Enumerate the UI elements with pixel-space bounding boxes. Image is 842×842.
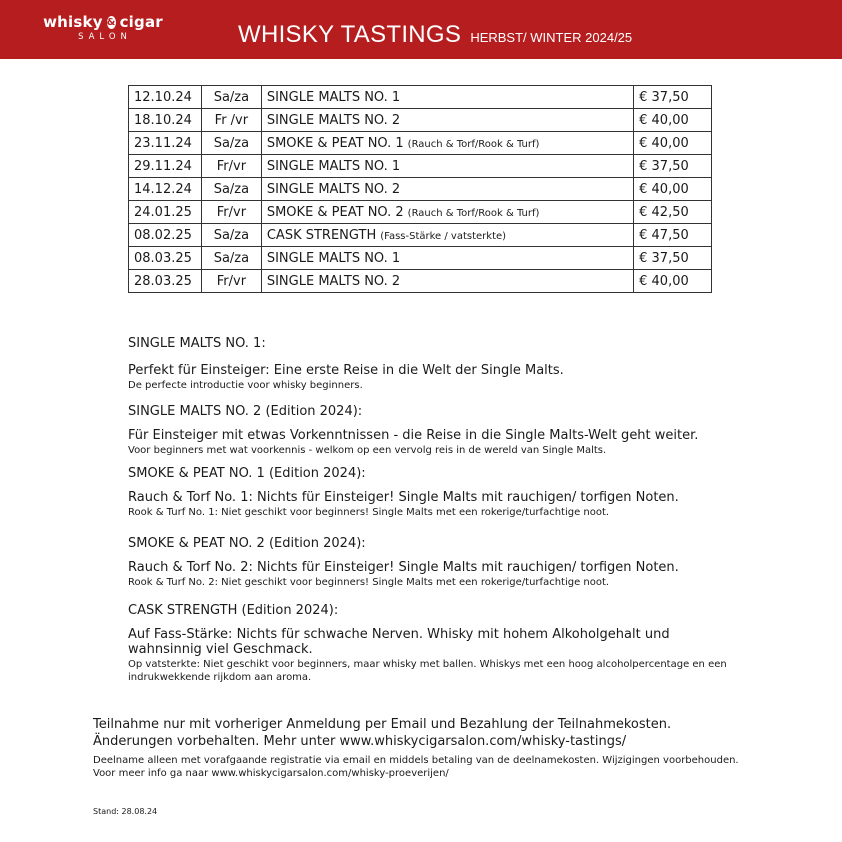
tasting-name-cell (261, 155, 633, 178)
tasting-date: 08.03.25 (129, 247, 202, 270)
description-dutch: Rook & Turf No. 2: Niet geschikt voor beginners! Single Malts met een rokerige/turfachtige noot. (128, 577, 610, 588)
tasting-price: € 47,50 (634, 224, 712, 247)
header-banner (0, 0, 842, 59)
tasting-date: 29.11.24 (129, 155, 202, 178)
tasting-name: SINGLE MALTS NO. 1 (266, 89, 401, 105)
tasting-weekday: Fr/vr (201, 155, 261, 178)
tasting-price: € 37,50 (634, 247, 712, 270)
tasting-name-cell (261, 86, 633, 109)
description-block (128, 466, 728, 519)
tasting-name-cell (261, 109, 633, 132)
table-row (129, 109, 712, 132)
tasting-name: SINGLE MALTS NO. 2 (266, 112, 401, 128)
tasting-weekday: Fr /vr (201, 109, 261, 132)
tasting-name: SINGLE MALTS NO. 2 (266, 273, 401, 289)
tasting-note: (Rauch & Torf/Rook & Turf) (407, 138, 540, 150)
tasting-name: SINGLE MALTS NO. 1 (266, 250, 401, 266)
brand-logo (43, 13, 163, 43)
description-dutch: Rook & Turf No. 1: Niet geschikt voor beginners! Single Malts met een rokerige/turfachtige noot. (128, 507, 610, 518)
description-block (128, 336, 728, 392)
tasting-weekday: Sa/za (201, 132, 261, 155)
description-heading: CASK STRENGTH (Edition 2024): (128, 603, 339, 618)
description-block (128, 603, 728, 684)
description-block (128, 536, 728, 589)
table-row (129, 201, 712, 224)
tasting-schedule-table (128, 85, 712, 293)
tasting-price: € 40,00 (634, 132, 712, 155)
tasting-name: SMOKE & PEAT NO. 1 (266, 135, 404, 151)
tasting-name: CASK STRENGTH (266, 227, 377, 243)
tasting-date: 24.01.25 (129, 201, 202, 224)
logo-salon: SALON (78, 32, 132, 42)
tasting-name-cell (261, 224, 633, 247)
tasting-name-cell (261, 270, 633, 293)
tasting-date: 14.12.24 (129, 178, 202, 201)
description-german: Rauch & Torf No. 2: Nichts für Einsteiger! Single Malts mit rauchigen/ torfigen Noten. (128, 560, 679, 575)
description-heading: SMOKE & PEAT NO. 1 (Edition 2024): (128, 466, 366, 481)
page-title: WHISKY TASTINGS (238, 21, 462, 48)
page-subtitle: HERBST/ WINTER 2024/25 (470, 30, 633, 45)
tasting-name-cell (261, 201, 633, 224)
tasting-price: € 37,50 (634, 155, 712, 178)
tasting-name: SMOKE & PEAT NO. 2 (266, 204, 404, 220)
tasting-name-cell (261, 247, 633, 270)
logo-ampersand: & (106, 17, 116, 28)
title-block (238, 21, 632, 49)
table-row (129, 155, 712, 178)
tasting-date: 12.10.24 (129, 86, 202, 109)
footer-info (93, 716, 753, 780)
description-dutch: Op vatsterkte: Niet geschikt voor beginners, maar whisky met ballen. Whiskys met een hoog alcoholpercentage en een indrukwekkende rijkdom aan aroma. (128, 659, 727, 683)
description-german: Perfekt für Einsteiger: Eine erste Reise in die Welt der Single Malts. (128, 363, 564, 378)
table-row (129, 178, 712, 201)
tasting-name-cell (261, 178, 633, 201)
tasting-date: 28.03.25 (129, 270, 202, 293)
table-row (129, 132, 712, 155)
footer-german: Teilnahme nur mit vorheriger Anmeldung per Email und Bezahlung der Teilnahmekosten. Änderungen vorbehalten. Mehr unter www.whiskycigarsalon.com/whisky-tastings/ (93, 717, 672, 749)
description-german: Für Einsteiger mit etwas Vorkenntnissen - die Reise in die Single Malts-Welt geht weiter. (128, 428, 699, 443)
table-row (129, 86, 712, 109)
tasting-weekday: Sa/za (201, 224, 261, 247)
tasting-weekday: Fr/vr (201, 201, 261, 224)
description-dutch: De perfecte introductie voor whisky beginners. (128, 380, 363, 391)
description-block (128, 404, 728, 457)
tasting-name: SINGLE MALTS NO. 1 (266, 158, 401, 174)
description-dutch: Voor beginners met wat voorkennis - welkom op een vervolg reis in de wereld van Single Malts. (128, 445, 607, 456)
footer-dutch: Deelname alleen met vorafgaande registratie via email en middels betaling van de deelnamekosten. Wijzigingen voorbehouden. Voor meer info ga naar www.whiskycigarsalon.com/whisky-proeverijen/ (93, 755, 739, 779)
description-heading: SINGLE MALTS NO. 2 (Edition 2024): (128, 404, 363, 419)
description-german: Auf Fass-Stärke: Nichts für schwache Nerven. Whisky mit hohem Alkoholgehalt und wahnsinnig viel Geschmack. (128, 627, 670, 657)
tasting-weekday: Sa/za (201, 86, 261, 109)
tasting-name-cell (261, 132, 633, 155)
description-heading: SMOKE & PEAT NO. 2 (Edition 2024): (128, 536, 366, 551)
description-heading: SINGLE MALTS NO. 1: (128, 336, 266, 351)
tasting-note: (Rauch & Torf/Rook & Turf) (407, 207, 540, 219)
description-german: Rauch & Torf No. 1: Nichts für Einsteiger! Single Malts mit rauchigen/ torfigen Noten. (128, 490, 679, 505)
stand-date: Stand: 28.08.24 (93, 807, 158, 816)
tasting-note: (Fass-Stärke / vatsterkte) (380, 230, 507, 242)
table-row (129, 224, 712, 247)
table-row (129, 247, 712, 270)
logo-word-cigar: cigar (119, 13, 163, 31)
tasting-date: 23.11.24 (129, 132, 202, 155)
tasting-name: SINGLE MALTS NO. 2 (266, 181, 401, 197)
table-row (129, 270, 712, 293)
tasting-price: € 40,00 (634, 270, 712, 293)
logo-word-whisky: whisky (43, 13, 103, 31)
tasting-weekday: Fr/vr (201, 270, 261, 293)
tasting-price: € 40,00 (634, 109, 712, 132)
tasting-weekday: Sa/za (201, 247, 261, 270)
tasting-price: € 42,50 (634, 201, 712, 224)
tasting-weekday: Sa/za (201, 178, 261, 201)
tasting-date: 18.10.24 (129, 109, 202, 132)
tasting-price: € 40,00 (634, 178, 712, 201)
tasting-date: 08.02.25 (129, 224, 202, 247)
tasting-price: € 37,50 (634, 86, 712, 109)
